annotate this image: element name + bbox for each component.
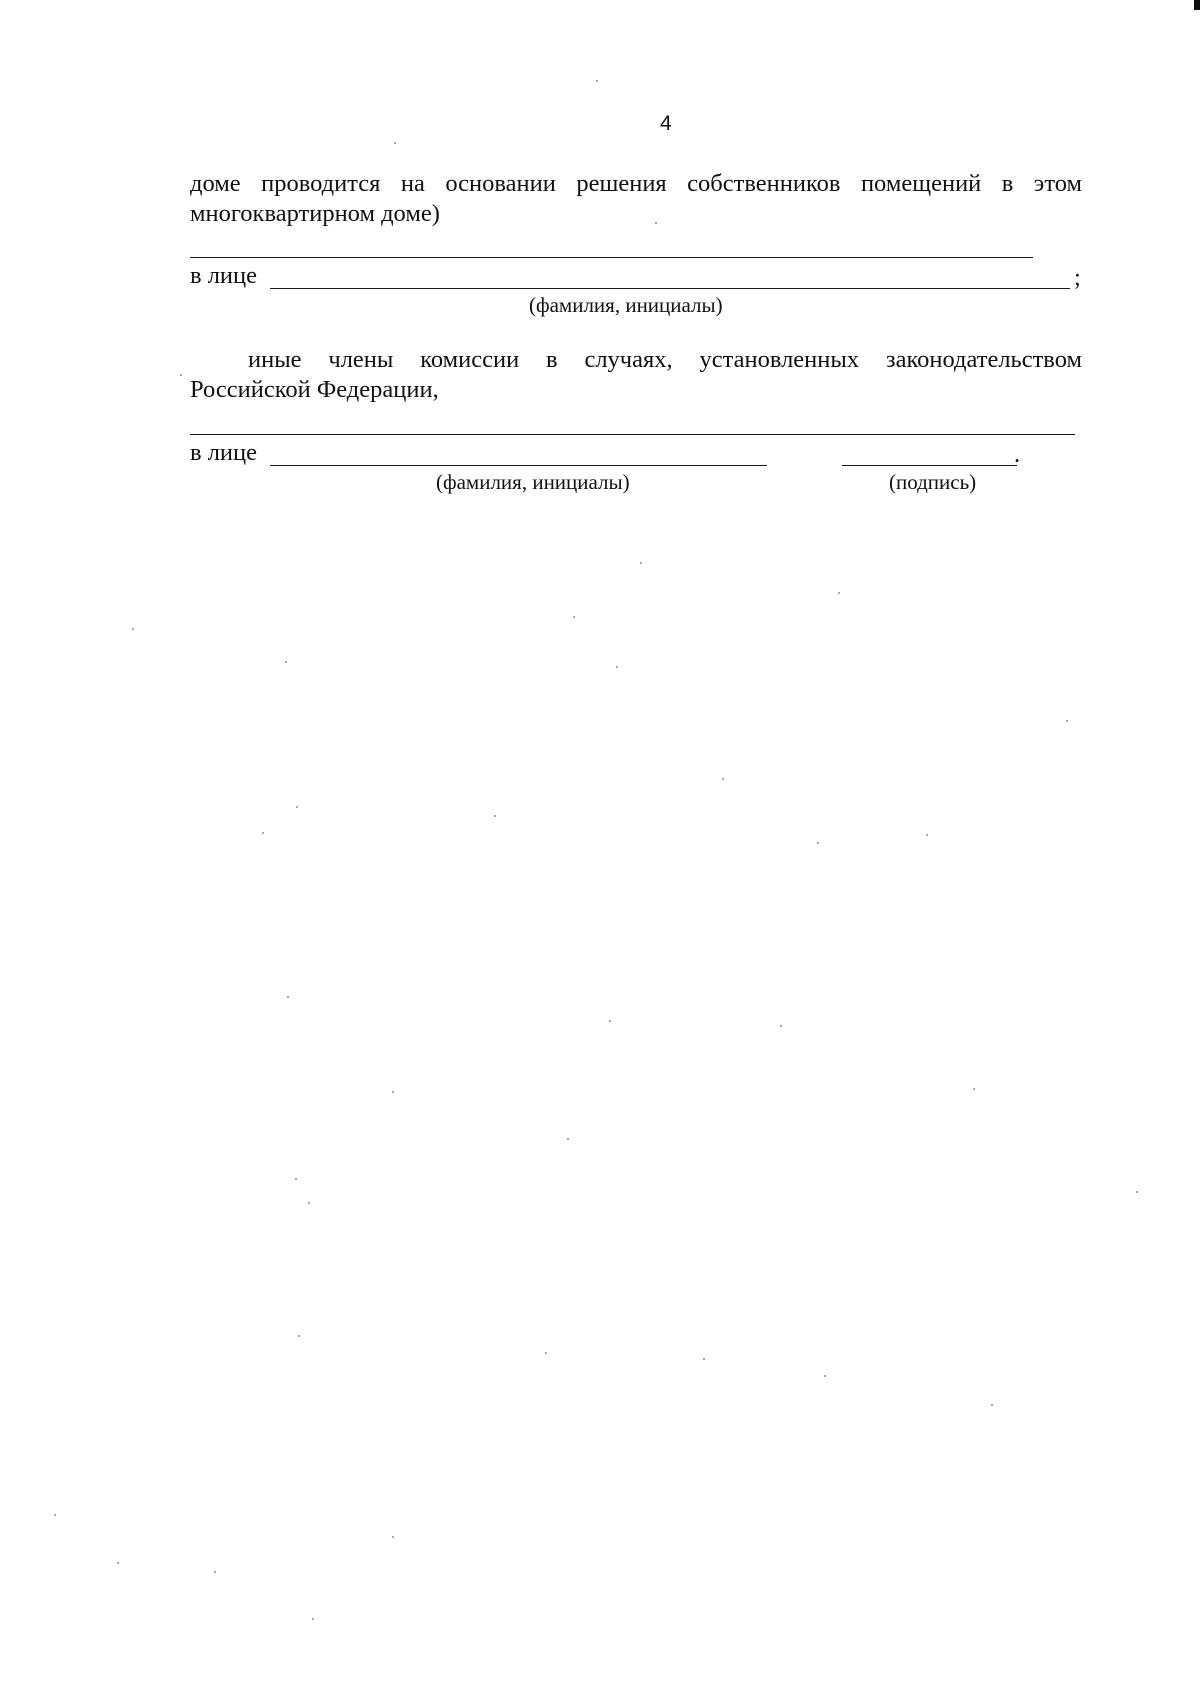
scan-speck	[655, 222, 657, 224]
scan-speck	[392, 1536, 394, 1538]
scan-speck	[392, 1091, 394, 1093]
representative-name-line-1	[270, 288, 1070, 289]
scan-speck	[298, 1335, 300, 1337]
organization-blank-line-2	[190, 434, 1075, 435]
period: .	[1014, 441, 1021, 468]
scan-speck	[780, 1025, 782, 1027]
signature-line	[842, 465, 1017, 466]
representative-name-line-2	[270, 465, 767, 466]
scan-speck	[494, 815, 496, 817]
scan-speck	[287, 996, 289, 998]
scan-speck	[596, 80, 598, 82]
scan-speck	[394, 142, 396, 144]
scan-speck	[616, 666, 618, 668]
scan-speck	[703, 1358, 705, 1360]
organization-blank-line-1	[190, 257, 1033, 258]
scan-speck	[1136, 1191, 1138, 1193]
scan-speck	[54, 1514, 56, 1516]
scan-speck	[308, 1202, 310, 1204]
page-number: 4	[660, 112, 672, 135]
scan-speck	[722, 778, 724, 780]
scan-speck	[545, 1352, 547, 1354]
paragraph-other-members	[190, 345, 1082, 405]
scan-speck	[180, 374, 182, 376]
caption-name-1: (фамилия, инициалы)	[529, 293, 723, 317]
scan-speck	[214, 1571, 216, 1573]
scan-speck	[312, 1618, 314, 1620]
paragraph-other-members-text: иные члены комиссии в случаях, установленных законодательством Российской Федерации,	[190, 346, 1082, 403]
semicolon: ;	[1074, 264, 1081, 291]
paragraph-continuation: доме проводится на основании решения собственников помещений в этом многоквартирном доме)	[190, 170, 1082, 227]
representative-label-1: в лице	[190, 262, 258, 289]
scan-corner-mark	[1194, 0, 1200, 10]
scan-speck	[1066, 720, 1068, 722]
scan-speck	[991, 1404, 993, 1406]
representative-label-2: в лице	[190, 439, 258, 466]
scan-speck	[838, 592, 840, 594]
scan-speck	[117, 1562, 119, 1564]
scan-speck	[295, 1178, 297, 1180]
scan-speck	[817, 842, 819, 844]
scan-speck	[609, 1020, 611, 1022]
scan-speck	[285, 661, 287, 663]
scan-speck	[573, 616, 575, 618]
scan-speck	[926, 834, 928, 836]
scan-speck	[262, 832, 264, 834]
scan-speck	[973, 1088, 975, 1090]
scan-speck	[824, 1375, 826, 1377]
scan-speck	[640, 562, 642, 564]
scan-speck	[132, 628, 134, 630]
scan-speck	[296, 806, 298, 808]
caption-name-2: (фамилия, инициалы)	[436, 470, 630, 494]
scan-speck	[567, 1138, 569, 1140]
caption-signature: (подпись)	[889, 470, 977, 494]
